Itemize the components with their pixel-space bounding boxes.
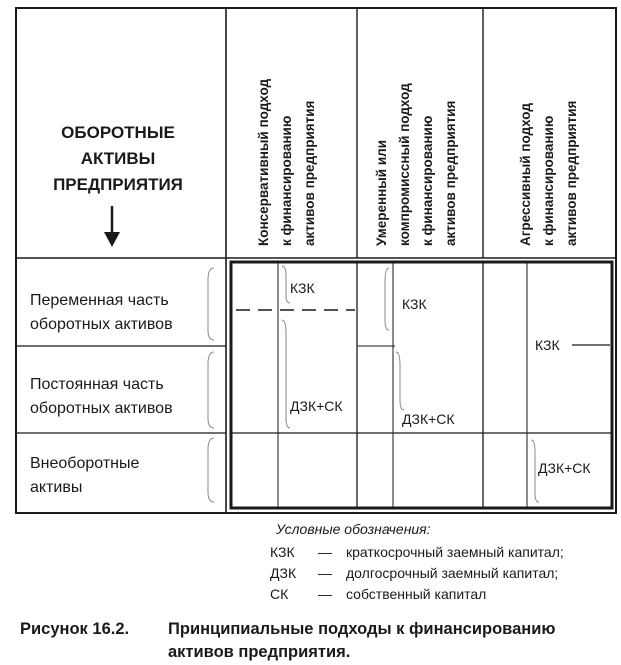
col-header-aggressive-line-2: к финансированию bbox=[541, 115, 556, 246]
col-header-moderate-line-2: компромиссный подход bbox=[397, 83, 412, 246]
legend-text-dzk: долгосрочный заемный капитал; bbox=[346, 565, 559, 581]
caption-title-line-2: активов предприятия. bbox=[168, 643, 351, 661]
row-title-line-2: АКТИВЫ bbox=[80, 149, 156, 168]
row-2-bracket bbox=[208, 352, 214, 428]
legend-item-kzk bbox=[270, 544, 564, 560]
row-3-bracket bbox=[208, 438, 214, 502]
col-header-conservative-line-2: к финансированию bbox=[279, 115, 294, 246]
col-header-conservative-line-3: активов предприятия bbox=[302, 100, 317, 246]
legend-item-dzk bbox=[270, 565, 558, 581]
row-title-line-1: ОБОРОТНЫЕ bbox=[61, 123, 175, 142]
row-label-variable-2: оборотных активов bbox=[30, 316, 173, 333]
down-arrow-icon bbox=[104, 206, 120, 247]
conservative-dzk-brace bbox=[282, 320, 290, 428]
col-header-moderate-line-3: к финансированию bbox=[420, 115, 435, 246]
legend-dash-dzk: — bbox=[318, 565, 332, 581]
row-label-noncurrent-2: активы bbox=[30, 479, 83, 496]
col-header-conservative bbox=[256, 78, 317, 246]
col-header-aggressive-line-3: активов предприятия bbox=[564, 100, 579, 246]
caption-label: Рисунок 16.2. bbox=[20, 620, 130, 638]
row-label-permanent-2: оборотных активов bbox=[30, 400, 173, 417]
caption-title-line-1: Принципиальные подходы к финансированию bbox=[168, 620, 556, 638]
conservative-kzk-label: КЗК bbox=[290, 280, 315, 296]
legend-text-sk: собственный капитал bbox=[346, 586, 487, 602]
aggressive-kzk-label: КЗК bbox=[535, 337, 560, 353]
legend-text-kzk: краткосрочный заемный капитал; bbox=[346, 544, 564, 560]
legend-abbr-dzk: ДЗК bbox=[270, 565, 297, 581]
row-label-permanent-1: Постоянная часть bbox=[30, 376, 164, 393]
legend-title: Условные обозначения: bbox=[276, 521, 431, 537]
conservative-dzk-label: ДЗК+СК bbox=[290, 398, 343, 414]
row-title-line-3: ПРЕДПРИЯТИЯ bbox=[53, 175, 183, 194]
col-header-moderate-line-4: активов предприятия bbox=[443, 100, 458, 246]
legend-dash-sk: — bbox=[318, 586, 332, 602]
col-header-moderate-line-1: Умеренный или bbox=[374, 139, 389, 246]
col-header-aggressive-line-1: Агрессивный подход bbox=[518, 103, 533, 246]
row-label-noncurrent-1: Внеоборотные bbox=[30, 455, 140, 472]
legend-dash-kzk: — bbox=[318, 544, 332, 560]
moderate-kzk-label: КЗК bbox=[402, 296, 427, 312]
col-header-moderate bbox=[374, 83, 458, 246]
moderate-dzk-label: ДЗК+СК bbox=[402, 411, 455, 427]
col-header-conservative-line-1: Консервативный подход bbox=[256, 78, 271, 246]
legend-abbr-kzk: КЗК bbox=[270, 544, 295, 560]
row-1-bracket bbox=[208, 268, 214, 340]
moderate-dzk-brace bbox=[396, 352, 404, 410]
aggressive-dzk-label: ДЗК+СК bbox=[538, 460, 591, 476]
col-header-aggressive bbox=[518, 101, 579, 246]
conservative-kzk-brace bbox=[282, 266, 290, 303]
row-label-variable-1: Переменная часть bbox=[30, 292, 169, 309]
moderate-kzk-brace bbox=[385, 268, 389, 330]
legend-item-sk bbox=[270, 586, 486, 602]
legend-abbr-sk: СК bbox=[270, 586, 289, 602]
